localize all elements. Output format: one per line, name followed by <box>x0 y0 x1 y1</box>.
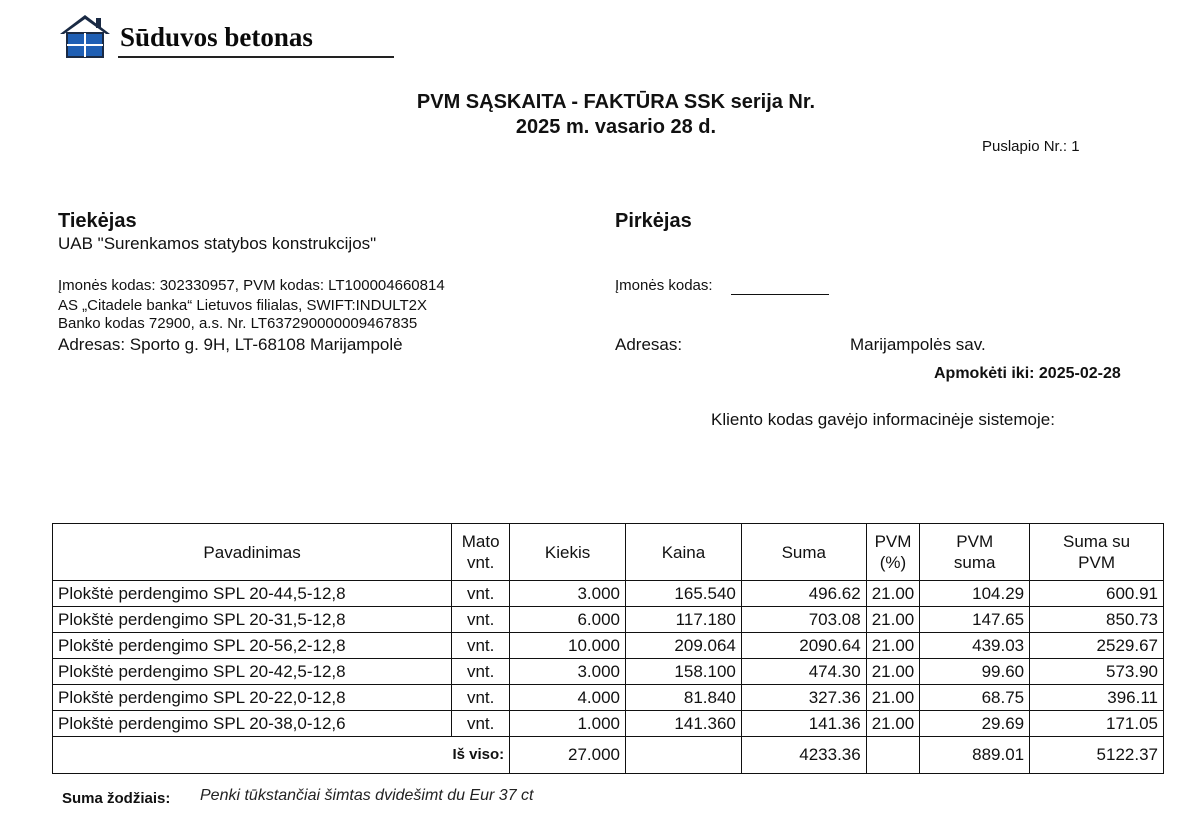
supplier-heading: Tiekėjas <box>58 210 137 232</box>
total-label: Iš viso: <box>53 737 510 774</box>
cell-total: 2529.67 <box>1030 633 1164 659</box>
supplier-address: Adresas: Sporto g. 9H, LT-68108 Marijampolė <box>58 335 403 354</box>
table-row <box>53 685 1164 711</box>
cell-name: Plokštė perdengimo SPL 20-44,5-12,8 <box>53 581 452 607</box>
cell-unit: vnt. <box>452 685 510 711</box>
cell-sum: 2090.64 <box>741 633 866 659</box>
total-qty: 27.000 <box>510 737 626 774</box>
cell-price: 81.840 <box>626 685 742 711</box>
cell-sum: 141.36 <box>741 711 866 737</box>
header-vat-rate: PVM (%) <box>866 524 920 581</box>
document-date: 2025 m. vasario 28 d. <box>515 116 717 138</box>
cell-sum: 703.08 <box>741 607 866 633</box>
header-vat-sum: PVM suma <box>920 524 1030 581</box>
cell-vat-sum: 147.65 <box>920 607 1030 633</box>
header-qty: Kiekis <box>510 524 626 581</box>
cell-vat-sum: 29.69 <box>920 711 1030 737</box>
cell-total: 171.05 <box>1030 711 1164 737</box>
cell-qty: 6.000 <box>510 607 626 633</box>
total-vat-sum: 889.01 <box>920 737 1030 774</box>
house-icon <box>58 12 112 58</box>
header-sum: Suma <box>741 524 866 581</box>
buyer-code-blank-line <box>731 294 829 295</box>
cell-vat-rate: 21.00 <box>866 685 920 711</box>
invoice-items-table <box>52 523 1164 774</box>
cell-total: 573.90 <box>1030 659 1164 685</box>
cell-vat-sum: 439.03 <box>920 633 1030 659</box>
cell-price: 117.180 <box>626 607 742 633</box>
cell-sum: 496.62 <box>741 581 866 607</box>
table-row <box>53 607 1164 633</box>
cell-sum: 327.36 <box>741 685 866 711</box>
cell-name: Plokštė perdengimo SPL 20-31,5-12,8 <box>53 607 452 633</box>
table-header-row <box>53 524 1164 581</box>
cell-vat-sum: 99.60 <box>920 659 1030 685</box>
document-title: PVM SĄSKAITA - FAKTŪRA SSK serija Nr. <box>416 91 816 113</box>
cell-qty: 1.000 <box>510 711 626 737</box>
table-total-row <box>53 737 1164 774</box>
supplier-codes: Įmonės kodas: 302330957, PVM kodas: LT100004660814 <box>58 277 445 294</box>
page-number: Puslapio Nr.: 1 <box>982 138 1080 155</box>
buyer-address-label: Adresas: <box>615 335 683 354</box>
cell-vat-rate: 21.00 <box>866 633 920 659</box>
supplier-bank: AS „Citadele banka“ Lietuvos filialas, SWIFT:INDULT2X <box>58 297 428 314</box>
cell-unit: vnt. <box>452 659 510 685</box>
table-row <box>53 659 1164 685</box>
cell-vat-sum: 68.75 <box>920 685 1030 711</box>
cell-unit: vnt. <box>452 633 510 659</box>
supplier-name: UAB "Surenkamos statybos konstrukcijos" <box>58 234 377 253</box>
total-sum: 4233.36 <box>741 737 866 774</box>
cell-name: Plokštė perdengimo SPL 20-42,5-12,8 <box>53 659 452 685</box>
payment-due-date: Apmokėti iki: 2025-02-28 <box>934 365 1121 382</box>
supplier-bank-code: Banko kodas 72900, a.s. Nr. LT637290000009467835 <box>58 315 418 332</box>
document-title-block <box>0 90 1200 140</box>
cell-total: 850.73 <box>1030 607 1164 633</box>
cell-total: 396.11 <box>1030 685 1164 711</box>
header-price: Kaina <box>626 524 742 581</box>
buyer-address-value: Marijampolės sav. <box>850 335 986 354</box>
buyer-code-label: Įmonės kodas: <box>615 277 713 294</box>
client-code-label: Kliento kodas gavėjo informacinėje sistemoje: <box>711 410 1055 429</box>
buyer-heading: Pirkėjas <box>615 210 692 232</box>
cell-qty: 10.000 <box>510 633 626 659</box>
header-unit: Mato vnt. <box>452 524 510 581</box>
logo-underline <box>118 56 394 58</box>
cell-vat-rate: 21.00 <box>866 581 920 607</box>
table-row <box>53 711 1164 737</box>
cell-name: Plokštė perdengimo SPL 20-56,2-12,8 <box>53 633 452 659</box>
company-name: Sūduvos betonas <box>120 22 313 52</box>
cell-vat-rate: 21.00 <box>866 711 920 737</box>
cell-total: 600.91 <box>1030 581 1164 607</box>
cell-qty: 3.000 <box>510 581 626 607</box>
cell-price: 141.360 <box>626 711 742 737</box>
cell-unit: vnt. <box>452 581 510 607</box>
table-row <box>53 581 1164 607</box>
amount-in-words-label: Suma žodžiais: <box>62 790 171 807</box>
cell-qty: 3.000 <box>510 659 626 685</box>
total-with-vat: 5122.37 <box>1030 737 1164 774</box>
cell-qty: 4.000 <box>510 685 626 711</box>
header-total-with-vat: Suma su PVM <box>1030 524 1164 581</box>
cell-name: Plokštė perdengimo SPL 20-22,0-12,8 <box>53 685 452 711</box>
cell-price: 209.064 <box>626 633 742 659</box>
cell-price: 158.100 <box>626 659 742 685</box>
cell-vat-sum: 104.29 <box>920 581 1030 607</box>
cell-unit: vnt. <box>452 711 510 737</box>
cell-price: 165.540 <box>626 581 742 607</box>
cell-unit: vnt. <box>452 607 510 633</box>
cell-vat-rate: 21.00 <box>866 607 920 633</box>
amount-in-words-value: Penki tūkstančiai šimtas dvidešimt du Eur 37 ct <box>200 787 534 804</box>
cell-name: Plokštė perdengimo SPL 20-38,0-12,6 <box>53 711 452 737</box>
header-name: Pavadinimas <box>53 524 452 581</box>
cell-sum: 474.30 <box>741 659 866 685</box>
total-price-empty <box>626 737 742 774</box>
table-row <box>53 633 1164 659</box>
company-logo <box>58 12 338 60</box>
total-vat-rate-empty <box>866 737 920 774</box>
cell-vat-rate: 21.00 <box>866 659 920 685</box>
